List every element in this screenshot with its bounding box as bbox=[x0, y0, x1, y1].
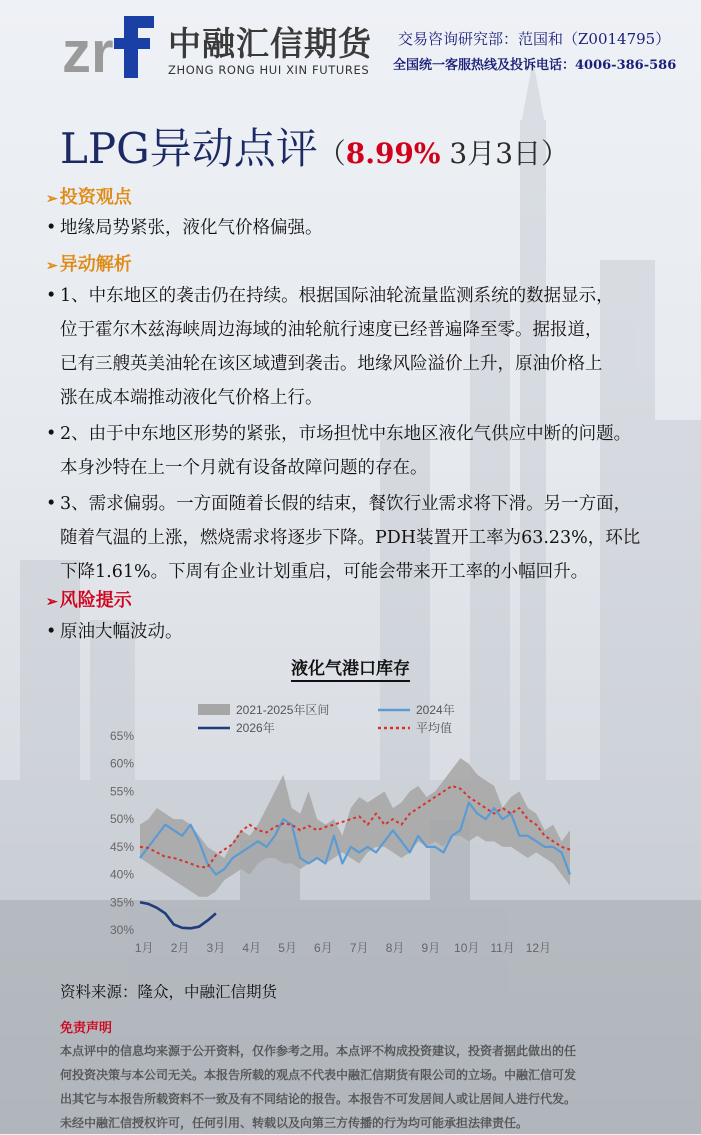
range-band bbox=[140, 758, 570, 897]
x-tick-label: 4月 bbox=[242, 941, 262, 955]
list-item bbox=[48, 487, 640, 589]
list-item-line: 涨在成本端推动液化气价格上行。 bbox=[60, 388, 323, 408]
list-item-text: 原油大幅波动。 bbox=[60, 622, 183, 642]
list-item bbox=[48, 615, 183, 649]
company-name-cn: 中融汇信期货 bbox=[168, 24, 372, 63]
arrow-icon: ➢ bbox=[46, 594, 58, 610]
inventory-chart bbox=[90, 696, 590, 966]
bullet-icon: • bbox=[46, 424, 57, 444]
section-risk-heading bbox=[46, 586, 132, 612]
list-item-line: 2、由于中东地区形势的紧张，市场担忧中东地区液化气供应中断的问题。 bbox=[60, 424, 632, 444]
arrow-icon: ➢ bbox=[46, 258, 58, 274]
research-dept-info: 交易咨询研究部：范国和（Z0014795） bbox=[398, 30, 671, 48]
hotline-info: 全国统一客服热线及投诉电话：4006-386-586 bbox=[393, 58, 677, 73]
bullet-icon: • bbox=[46, 286, 57, 306]
disclaimer-body bbox=[60, 1039, 660, 1135]
chart-title-text: 液化气港口库存 bbox=[291, 659, 410, 682]
company-name-en: ZHONG RONG HUI XIN FUTURES bbox=[168, 63, 370, 77]
list-item-line: 下降1.61%。下周有企业计划重启，可能会带来开工率的小幅回升。 bbox=[60, 562, 589, 582]
x-tick-label: 5月 bbox=[278, 941, 297, 955]
x-tick-label: 3月 bbox=[206, 941, 226, 955]
list-item-line: 随着气温的上涨，燃烧需求将逐步下降。PDH装置开工率为63.23%，环比 bbox=[60, 528, 641, 548]
list-item-line: 已有三艘英美油轮在该区域遭到袭击。地缘风险溢价上升，原油价格上 bbox=[60, 354, 603, 374]
y-tick-label: 40% bbox=[109, 867, 134, 882]
svg-text:zr: zr bbox=[62, 20, 114, 78]
y-tick-label: 35% bbox=[109, 895, 134, 910]
disclaimer-line: 出其它与本报告所载资料不一致及有不同结论的报告。本报告不可发居间人或让居间人进行代发。 bbox=[60, 1092, 577, 1106]
y-tick-label: 50% bbox=[109, 812, 134, 827]
x-tick-label: 7月 bbox=[349, 941, 369, 955]
list-item bbox=[48, 417, 640, 485]
x-tick-label: 6月 bbox=[314, 941, 333, 955]
bullet-icon: • bbox=[46, 622, 57, 642]
y-tick-label: 30% bbox=[109, 923, 134, 937]
section-analysis-title: 异动解析 bbox=[59, 254, 132, 275]
x-tick-label: 1月 bbox=[134, 941, 154, 955]
arrow-icon: ➢ bbox=[46, 191, 58, 207]
title-paren: （ bbox=[317, 137, 346, 170]
disclaimer-line: 本点评中的信息均来源于公开资料，仅作参考之用。本点评不构成投资建议，投资者据此做出的任 bbox=[60, 1044, 577, 1058]
list-item bbox=[48, 279, 640, 415]
x-tick-label: 8月 bbox=[385, 941, 405, 955]
legend-label: 平均值 bbox=[416, 721, 453, 735]
change-percent: 8.99% bbox=[345, 137, 441, 170]
legend-label: 2026年 bbox=[236, 721, 275, 735]
y-tick-label: 55% bbox=[109, 784, 134, 799]
x-tick-label: 2月 bbox=[170, 941, 190, 955]
title-date: 3月3日） bbox=[440, 137, 570, 170]
list-item-line: 1、中东地区的袭击仍在持续。根据国际油轮流量监测系统的数据显示， bbox=[60, 286, 614, 306]
x-tick-label: 12月 bbox=[525, 941, 552, 955]
bullet-icon: • bbox=[46, 218, 57, 238]
x-tick-label: 9月 bbox=[421, 941, 441, 955]
section-view-title: 投资观点 bbox=[59, 187, 132, 208]
series-2026-line bbox=[140, 902, 216, 928]
y-tick-label: 60% bbox=[109, 756, 134, 771]
section-risk-title: 风险提示 bbox=[59, 590, 132, 611]
data-source: 资料来源：隆众，中融汇信期货 bbox=[60, 983, 278, 1001]
list-item-text: 地缘局势紧张，液化气价格偏强。 bbox=[60, 218, 323, 238]
title-main: LPG异动点评 bbox=[60, 124, 318, 173]
list-item-line: 本身沙特在上一个月就有设备故障问题的存在。 bbox=[60, 458, 428, 478]
legend-label: 2024年 bbox=[416, 703, 455, 717]
analysis-list bbox=[48, 279, 640, 589]
view-list bbox=[48, 211, 323, 245]
disclaimer-title: 免责声明 bbox=[60, 1021, 113, 1036]
y-tick-label: 45% bbox=[109, 839, 134, 854]
x-tick-label: 10月 bbox=[454, 941, 480, 955]
legend-swatch bbox=[198, 704, 230, 715]
bullet-icon: • bbox=[46, 494, 57, 514]
section-analysis-heading bbox=[46, 250, 132, 276]
list-item bbox=[48, 211, 323, 245]
list-item-line: 3、需求偏弱。一方面随着长假的结束，餐饮行业需求将下滑。另一方面， bbox=[60, 494, 632, 514]
legend-label: 2021-2025年区间 bbox=[236, 703, 330, 717]
x-tick-label: 11月 bbox=[490, 941, 515, 955]
y-tick-label: 65% bbox=[109, 729, 134, 743]
risk-list bbox=[48, 615, 183, 649]
disclaimer-line: 何投资决策与本公司无关。本报告所载的观点不代表中融汇信期货有限公司的立场。中融汇信可发 bbox=[60, 1068, 577, 1082]
list-item-line: 位于霍尔木兹海峡周边海域的油轮航行速度已经普遍降至零。据报道， bbox=[60, 320, 603, 340]
company-logo-icon bbox=[62, 12, 157, 78]
chart-title bbox=[0, 654, 701, 679]
page-title bbox=[60, 116, 569, 176]
disclaimer-line: 未经中融汇信授权许可，任何引用、转载以及向第三方传播的行为均可能承担法律责任。 bbox=[60, 1116, 529, 1130]
section-view-heading bbox=[46, 183, 132, 209]
